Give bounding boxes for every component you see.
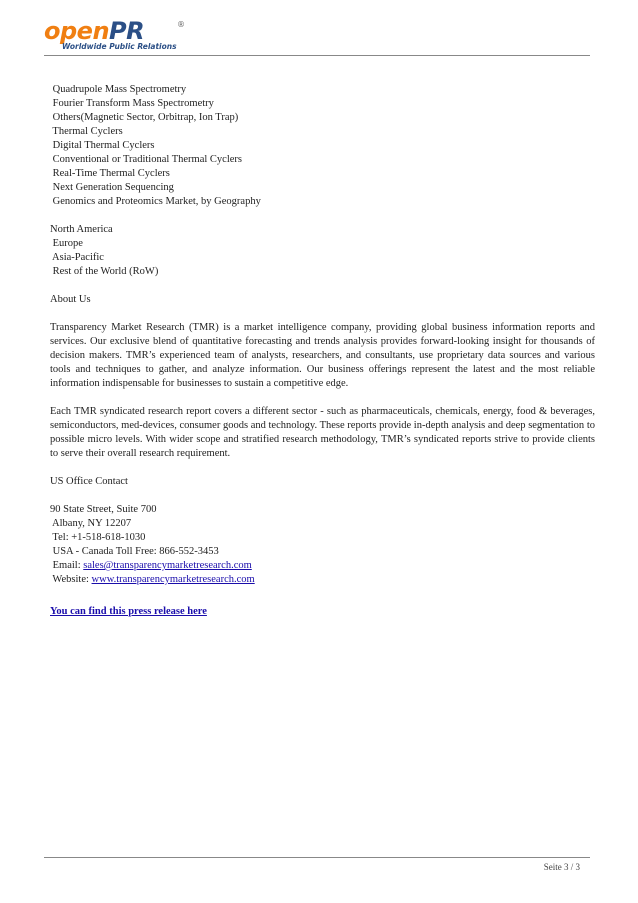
logo-tagline: Worldwide Public Relations: [62, 42, 177, 51]
email-line: Email: sales@transparencymarketresearch.com: [50, 560, 252, 571]
address-line: Albany, NY 12207: [50, 518, 132, 529]
list-item: Real-Time Thermal Cyclers: [50, 168, 170, 179]
list-item: Others(Magnetic Sector, Orbitrap, Ion Trap): [50, 112, 239, 123]
list-item: North America: [50, 224, 113, 235]
phone-line: Tel: +1-518-618-1030: [50, 532, 146, 543]
geography-list: [50, 223, 595, 279]
about-paragraph-1: Transparency Market Research (TMR) is a market intelligence company, providing global business information reports and services. Our exclusive blend of quantitative forecasting and trends analysis provides forward-looking insight for thousands of decision makers. TMR’s experienced team of analysts, researchers, and consultants, use proprietary data sources and various tools and techniques to gather, and analyze information. Our business offerings represent the latest and the most reliable information indispensable for businesses to sustain a competitive edge.: [50, 322, 595, 389]
openpr-logo: [44, 18, 194, 50]
list-item: Conventional or Traditional Thermal Cyclers: [50, 154, 242, 165]
list-item: Fourier Transform Mass Spectrometry: [50, 98, 214, 109]
page-content: [50, 83, 595, 619]
page-number: Seite 3 / 3: [543, 862, 580, 872]
list-item: Digital Thermal Cyclers: [50, 140, 155, 151]
about-heading: About Us: [50, 294, 91, 305]
segment-list: [50, 83, 595, 209]
contact-block: [50, 503, 595, 587]
list-item: Next Generation Sequencing: [50, 182, 174, 193]
list-item: Thermal Cyclers: [50, 126, 123, 137]
registered-mark: ®: [177, 20, 185, 29]
website-line: Website: www.transparencymarketresearch.com: [50, 574, 255, 585]
footer-divider: [44, 857, 590, 858]
logo-wordmark: openPR: [44, 17, 145, 45]
list-item: Asia-Pacific: [50, 252, 104, 263]
header-divider: [44, 55, 590, 56]
tollfree-line: USA - Canada Toll Free: 866-552-3453: [50, 546, 219, 557]
list-item: Quadrupole Mass Spectrometry: [50, 84, 187, 95]
list-item: Genomics and Proteomics Market, by Geography: [50, 196, 261, 207]
list-item: Rest of the World (RoW): [50, 266, 159, 277]
address-line: 90 State Street, Suite 700: [50, 504, 157, 515]
press-release-link[interactable]: You can find this press release here: [50, 606, 207, 617]
website-link[interactable]: www.transparencymarketresearch.com: [91, 574, 255, 585]
about-paragraph-2: Each TMR syndicated research report covers a different sector - such as pharmaceuticals, chemicals, energy, food & beverages, semiconductors, med-devices, consumer goods and technology. These reports provide in-depth analysis and deep segmentation to possible micro levels. With wider scope and stratified research methodology, TMR’s syndicated reports strive to provide clients to serve their overall research requirement.: [50, 406, 595, 459]
contact-heading: US Office Contact: [50, 476, 128, 487]
list-item: Europe: [50, 238, 83, 249]
email-link[interactable]: sales@transparencymarketresearch.com: [83, 560, 252, 571]
